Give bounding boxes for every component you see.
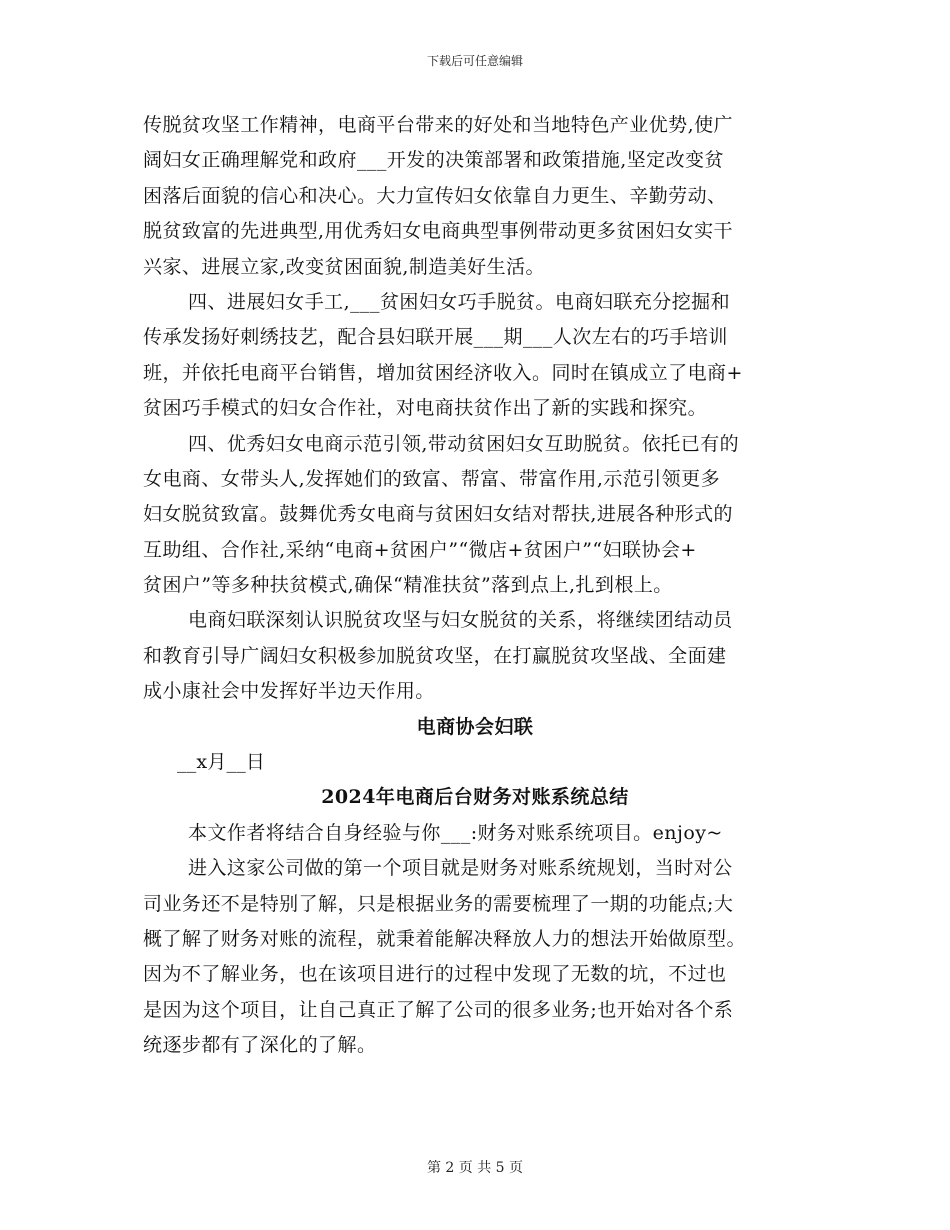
text-line: 传承发扬好刺绣技艺，配合县妇联开展___期___人次左右的巧手培训 (143, 326, 728, 349)
text-line: 四、进展妇女手工,___贫困妇女巧手脱贫。电商妇联充分挖掘和 (188, 290, 731, 313)
text-line: 和教育引导广阔妇女积极参加脱贫攻坚，在打赢脱贫攻坚战、全面建 (143, 644, 727, 667)
heading-line: 电商协会妇联 (416, 715, 534, 738)
text-line: 女电商、女带头人,发挥她们的致富、帮富、带富作用,示范引领更多 (143, 467, 721, 490)
text-line: 本文作者将结合自身经验与你___:财务对账系统项目。enjoy~ (188, 821, 723, 844)
heading-line: 2024年电商后台财务对账系统总结 (321, 786, 629, 809)
text-line: 统逐步都有了深化的了解。 (143, 1034, 377, 1057)
page-footer: 第 2 页 共 5 页 (426, 1160, 524, 1176)
text-line: 因为不了解业务，也在该项目进行的过程中发现了无数的坑，不过也 (143, 963, 727, 986)
text-line: __x月__日 (177, 751, 266, 774)
text-line: 贫困巧手模式的妇女合作社，对电商扶贫作出了新的实践和探究。 (143, 397, 708, 420)
text-line: 进入这家公司做的第一个项目就是财务对账系统规划，当时对公 (188, 857, 733, 880)
text-line: 成小康社会中发挥好半边天作用。 (143, 680, 435, 703)
text-line: 司业务还不是特别了解，只是根据业务的需要梳理了一期的功能点;大 (143, 892, 734, 915)
text-line: 阔妇女正确理解党和政府___开发的决策部署和政策措施,坚定改变贫 (143, 149, 724, 172)
text-line: 妇女脱贫致富。鼓舞优秀女电商与贫困妇女结对帮扶,进展各种形式的 (143, 503, 733, 526)
text-line: 是因为这个项目，让自己真正了解了公司的很多业务;也开始对各个系 (143, 998, 734, 1021)
text-line: 四、优秀妇女电商示范引领,带动贫困妇女互助脱贫。依托已有的 (188, 432, 740, 455)
text-line: 概了解了财务对账的流程，就秉着能解决释放人力的想法开始做原型。 (143, 927, 746, 950)
page-header: 下载后可任意编辑 (426, 54, 523, 68)
text-line: 班，并依托电商平台销售，增加贫困经济收入。同时在镇成立了电商+ (143, 361, 743, 384)
text-line: 传脱贫攻坚工作精神，电商平台带来的好处和当地特色产业优势,使广 (143, 114, 733, 136)
text-line: 贫困户”等多种扶贫模式,确保“精准扶贫”落到点上,扎到根上。 (143, 574, 673, 597)
document-body (143, 108, 807, 1064)
text-line: 电商妇联深刻认识脱贫攻坚与妇女脱贫的关系，将继续团结动员 (188, 609, 733, 632)
text-line: 脱贫致富的先进典型,用优秀妇女电商典型事例带动更多贫困妇女实干 (143, 220, 733, 243)
text-line: 互助组、合作社,采纳“电商+贫困户”“微店+贫困户”“妇联协会+ (143, 538, 697, 561)
text-line: 困落后面貌的信心和决心。大力宣传妇女依靠自力更生、辛勤劳动、 (143, 184, 727, 207)
text-line: 兴家、进展立家,改变贫困面貌,制造美好生活。 (143, 255, 545, 278)
